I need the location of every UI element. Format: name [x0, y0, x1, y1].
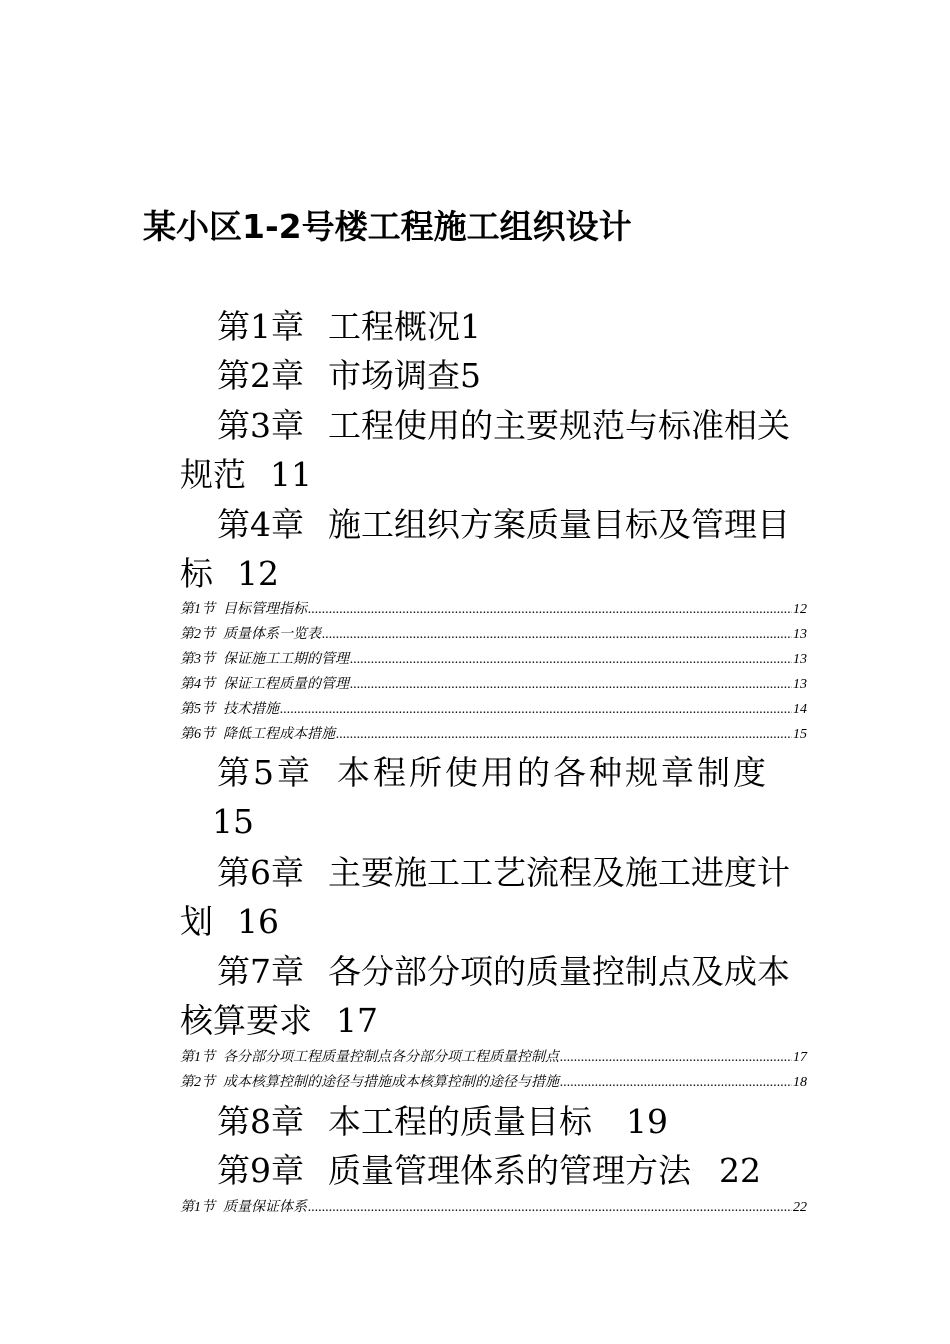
dot-leader — [560, 1070, 792, 1095]
toc-chapter-7-sections — [180, 1045, 807, 1095]
chapter-page: 19 — [626, 1102, 668, 1141]
chapter-number: 第6章 — [217, 853, 304, 892]
toc-section[interactable]: 第2节 成本核算控制的途径与措施成本核算控制的途径与措施 ..... 18 — [180, 1070, 807, 1095]
toc-section[interactable]: 第2节 质量体系一览表 ..... 13 — [180, 622, 807, 647]
toc-chapter-8[interactable] — [180, 1097, 808, 1146]
chapter-number: 第5章 — [217, 753, 313, 792]
toc-chapter-9-sections — [180, 1195, 807, 1220]
chapter-title: 本工程的质量目标 — [328, 1102, 592, 1141]
chapter-page: 15 — [212, 802, 254, 841]
toc-chapter-9[interactable] — [180, 1146, 808, 1195]
toc-chapter-4-sections — [180, 597, 807, 747]
chapter-number: 第3章 — [217, 406, 304, 445]
chapter-page: 12 — [237, 554, 279, 593]
dot-leader — [280, 697, 792, 722]
toc-section[interactable]: 第3节 保证施工工期的管理 ..... 13 — [180, 647, 807, 672]
toc-chapter-7[interactable] — [180, 947, 808, 1045]
chapter-page: 16 — [237, 902, 279, 941]
dot-leader — [350, 672, 792, 697]
chapter-title: 各分部分项的质量控制点及成本核算要求 — [180, 952, 790, 1040]
toc-chapter-3[interactable] — [180, 401, 808, 499]
chapter-page: 1 — [460, 307, 481, 346]
dot-leader — [560, 1045, 792, 1070]
toc-section[interactable]: 第6节 降低工程成本措施 ..... 15 — [180, 722, 807, 747]
toc-section[interactable]: 第1节 目标管理指标 ..... 12 — [180, 597, 807, 622]
toc-chapter-5[interactable] — [180, 748, 808, 846]
document-title: 某小区1-2号楼工程施工组织设计 — [143, 207, 632, 246]
dot-leader — [322, 622, 792, 647]
chapter-title: 施工组织方案质量目标及管理目标 — [180, 505, 790, 593]
toc-section[interactable]: 第4节 保证工程质量的管理 ..... 13 — [180, 672, 807, 697]
chapter-number: 第1章 — [217, 307, 304, 346]
chapter-title: 本程所使用的各种规章制度 — [337, 753, 769, 792]
chapter-number: 第9章 — [217, 1151, 304, 1190]
chapter-title: 市场调查 — [328, 356, 460, 395]
toc-section[interactable]: 第1节 各分部分项工程质量控制点各分部分项工程质量控制点 ..... 17 — [180, 1045, 807, 1070]
toc-chapter-2[interactable] — [180, 351, 808, 400]
chapter-page: 5 — [460, 356, 481, 395]
toc-chapter-4[interactable] — [180, 500, 808, 598]
chapter-number: 第4章 — [217, 505, 304, 544]
chapter-page: 22 — [719, 1151, 761, 1190]
chapter-title: 工程概况 — [328, 307, 460, 346]
toc-chapter-6[interactable] — [180, 848, 808, 946]
dot-leader — [336, 722, 792, 747]
dot-leader — [350, 647, 792, 672]
toc-chapter-1[interactable] — [180, 302, 808, 351]
dot-leader — [308, 1195, 792, 1220]
dot-leader — [308, 597, 792, 622]
chapter-title: 工程使用的主要规范与标准相关规范 — [180, 406, 790, 494]
chapter-number: 第8章 — [217, 1102, 304, 1141]
toc-section[interactable]: 第1节 质量保证体系 ..... 22 — [180, 1195, 807, 1220]
chapter-page: 17 — [336, 1001, 378, 1040]
chapter-title: 质量管理体系的管理方法 — [328, 1151, 691, 1190]
toc-section[interactable]: 第5节 技术措施 ..... 14 — [180, 697, 807, 722]
chapter-page: 11 — [270, 455, 312, 494]
chapter-number: 第2章 — [217, 356, 304, 395]
chapter-title: 主要施工工艺流程及施工进度计划 — [180, 853, 790, 941]
chapter-number: 第7章 — [217, 952, 304, 991]
